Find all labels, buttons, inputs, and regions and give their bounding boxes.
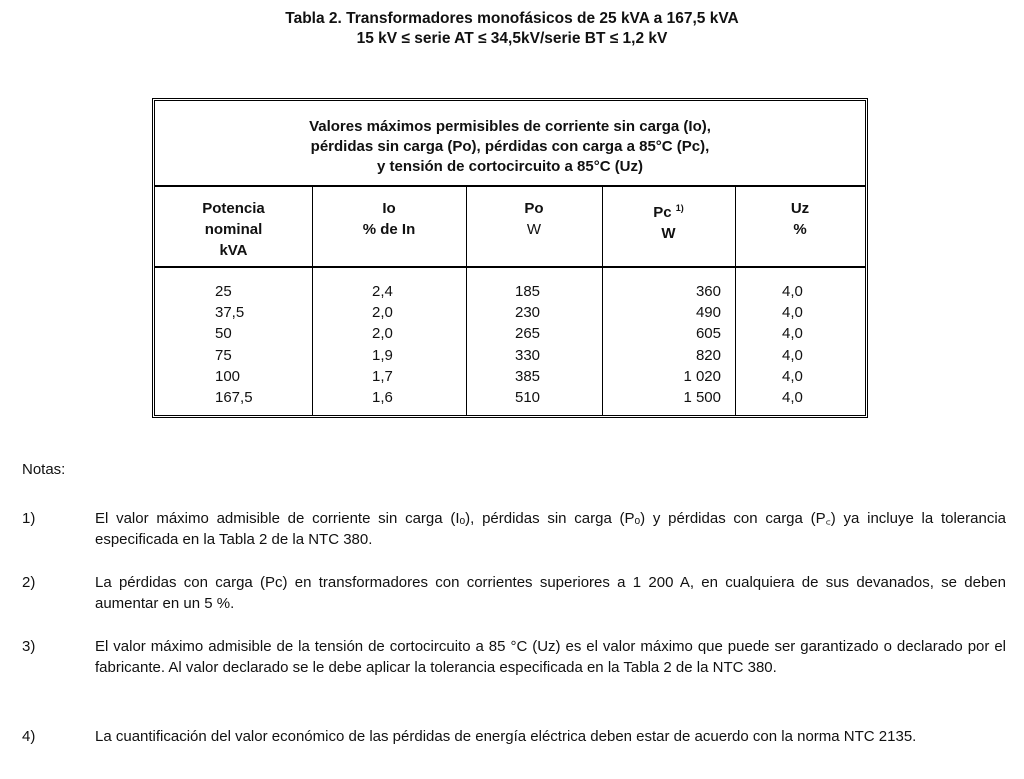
column-header-unit: kVA <box>219 242 248 259</box>
column-header-label: Io <box>382 200 396 217</box>
table-title: Tabla 2. Transformadores monofásicos de 25 kVA a 167,5 kVA <box>285 10 739 27</box>
table-cell: 4,0 <box>782 304 803 322</box>
table-cell: 167,5 <box>215 388 253 406</box>
column-uz <box>782 281 842 408</box>
table-cell: 2,0 <box>372 325 393 343</box>
column-header-label: Pc <box>653 204 672 221</box>
table-subtitle: 15 kV ≤ serie AT ≤ 34,5kV/serie BT ≤ 1,2 kV <box>356 30 668 47</box>
table-cell: 605 <box>695 325 721 343</box>
table-cell: 4,0 <box>782 367 803 385</box>
table-cell: 2,0 <box>372 304 393 322</box>
column-divider <box>735 187 736 415</box>
column-pc <box>625 281 721 408</box>
table-cell: 510 <box>515 388 541 406</box>
column-header-row <box>155 187 865 268</box>
table-cell: 50 <box>215 325 232 343</box>
table-cell: 820 <box>695 346 721 364</box>
column-header-po <box>466 198 602 240</box>
table-cell: 230 <box>515 304 541 322</box>
column-header-label: Potencia <box>202 200 265 217</box>
note-number: 2) <box>22 574 36 591</box>
table-cell: 25 <box>215 283 232 300</box>
table-cell: 100 <box>215 367 241 385</box>
column-potencia <box>215 281 295 408</box>
note-number: 1) <box>22 510 36 527</box>
table-cell: 1 500 <box>683 388 721 406</box>
column-header-unit: W <box>661 225 676 242</box>
table-cell: 490 <box>695 304 721 322</box>
column-header-uz <box>735 198 865 240</box>
table-cell: 185 <box>515 283 541 300</box>
column-divider <box>602 187 603 415</box>
table-cell: 1,6 <box>372 388 393 406</box>
table-cell: 4,0 <box>782 283 803 300</box>
column-divider <box>466 187 467 415</box>
column-header-unit: % <box>793 221 807 238</box>
table-cell: 360 <box>695 283 721 300</box>
table-caption-line: Valores máximos permisibles de corriente sin carga (Io), <box>309 118 711 135</box>
table-cell: 75 <box>215 346 232 364</box>
note-text: La pérdidas con carga (Pc) en transformadores con corrientes superiores a 1 200 A, en cualquiera de sus devanados, se deben aumentar en un 5 %. <box>95 574 1006 612</box>
table-caption <box>155 101 865 187</box>
column-divider <box>312 187 313 415</box>
table-cell: 2,4 <box>372 283 393 300</box>
note-text: La cuantificación del valor económico de las pérdidas de energía eléctrica deben estar de acuerdo con la norma NTC 2135. <box>95 728 917 745</box>
note-number: 4) <box>22 728 36 745</box>
table-cell: 1,9 <box>372 346 393 364</box>
column-header-pc <box>602 198 735 244</box>
transformer-table <box>152 98 868 418</box>
footnote-marker: 1) <box>675 203 684 213</box>
column-header-io <box>312 198 466 240</box>
column-header-label: nominal <box>204 221 263 238</box>
column-io <box>372 281 432 408</box>
table-cell: 4,0 <box>782 325 803 343</box>
note-text: El valor máximo admisible de la tensión de cortocircuito a 85 °C (Uz) es el valor máximo que puede ser garantizado o declarado por el fabricante. Al valor declarado se le debe aplicar la tolerancia especificada en la Tabla 2 de la NTC 380. <box>95 638 1006 676</box>
table-cell: 4,0 <box>782 346 803 364</box>
column-header-unit: W <box>526 221 542 238</box>
column-header-label: Uz <box>790 200 810 217</box>
column-po <box>515 281 575 408</box>
note-text: El valor máximo admisible de corriente sin carga (Iₒ), pérdidas sin carga (Pₒ) y pérdidas con carga (P꜀) ya incluye la tolerancia especificada en la Tabla 2 de la NTC 380. <box>95 510 1006 548</box>
table-caption-line: pérdidas sin carga (Po), pérdidas con carga a 85°C (Pc), <box>310 138 710 155</box>
table-cell: 37,5 <box>215 304 245 322</box>
column-header-unit: % de In <box>362 221 416 238</box>
table-cell: 330 <box>515 346 541 364</box>
column-header-potencia <box>155 198 312 261</box>
table-cell: 1 020 <box>683 367 721 385</box>
table-cell: 1,7 <box>372 367 393 385</box>
note-number: 3) <box>22 638 36 655</box>
table-cell: 385 <box>515 367 541 385</box>
table-cell: 265 <box>515 325 541 343</box>
table-cell: 4,0 <box>782 388 803 406</box>
table-caption-line: y tensión de cortocircuito a 85°C (Uz) <box>376 158 644 175</box>
notes-heading: Notas: <box>22 461 66 478</box>
column-header-label: Po <box>524 200 544 217</box>
